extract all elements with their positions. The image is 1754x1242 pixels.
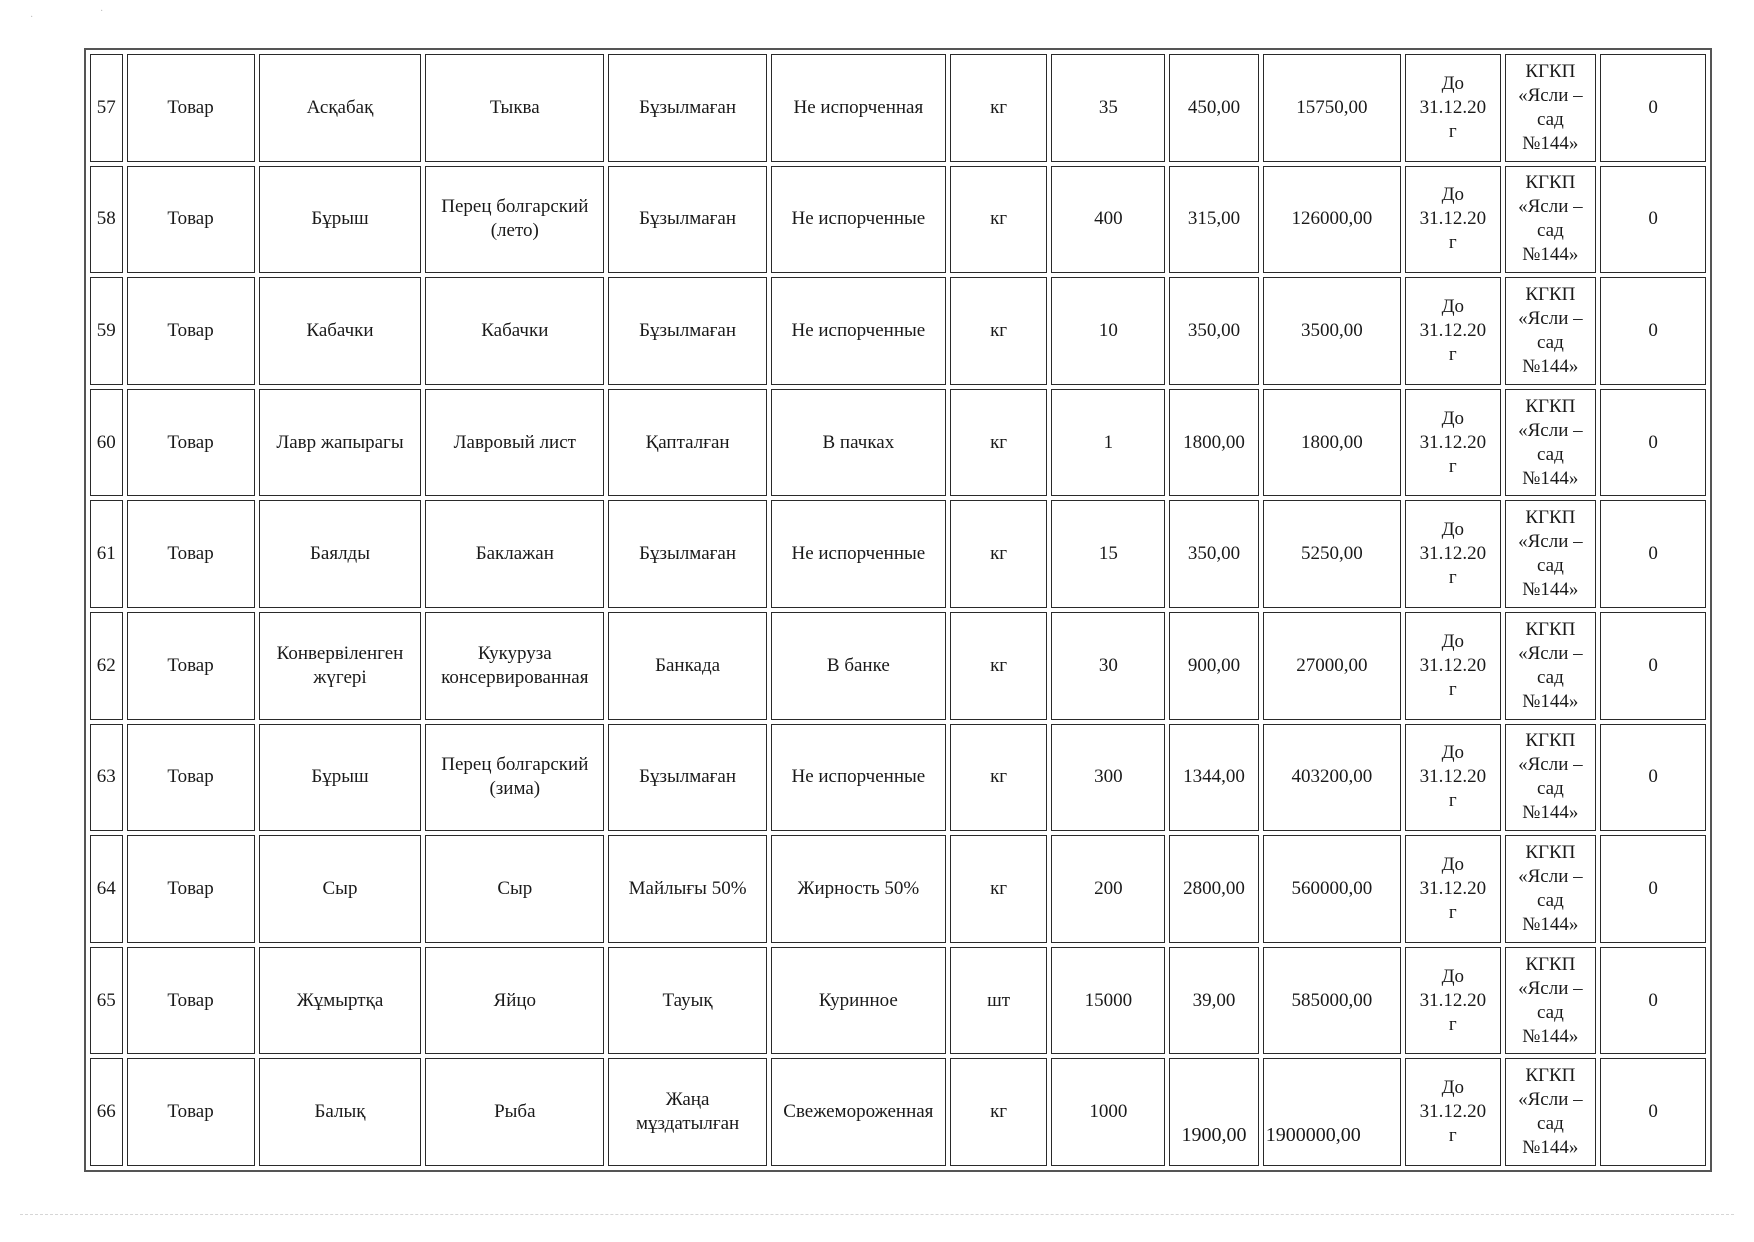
- item-name-ru-cell: Перец болгарский (лето): [425, 166, 604, 274]
- item-name-kz-cell: Лавр жапырагы: [259, 389, 422, 497]
- unit-price-cell: 1800,00: [1169, 389, 1258, 497]
- customer-name-line: сад: [1536, 666, 1564, 688]
- customer-name-cell: [1505, 724, 1597, 832]
- customer-name-line: КГКП: [1525, 507, 1576, 529]
- delivery-deadline-cell: [1405, 947, 1501, 1055]
- procurement-table: [86, 50, 1710, 1170]
- unit-price-cell: 1900,00: [1169, 1058, 1258, 1166]
- item-name-ru-cell: Тыква: [425, 54, 604, 162]
- delivery-deadline-line: До: [1441, 407, 1465, 429]
- customer-name-line: «Ясли –: [1518, 977, 1583, 999]
- table-row: [90, 724, 1706, 832]
- row-number-cell: 64: [90, 835, 123, 943]
- item-name-ru-cell: Лавровый лист: [425, 389, 604, 497]
- customer-name-line: №144»: [1522, 802, 1579, 824]
- unit-of-measure-cell: кг: [950, 612, 1048, 720]
- total-amount-cell: 15750,00: [1263, 54, 1401, 162]
- delivery-deadline-cell: [1405, 1058, 1501, 1166]
- customer-name-line: КГКП: [1525, 395, 1576, 417]
- item-description-ru-cell: Свежемороженная: [771, 1058, 946, 1166]
- item-name-kz-cell: Кабачки: [259, 277, 422, 385]
- item-kind-cell: Товар: [127, 947, 255, 1055]
- delivery-deadline-line: До: [1441, 965, 1465, 987]
- customer-name-line: КГКП: [1525, 730, 1576, 752]
- delivery-deadline-line: г: [1448, 343, 1457, 365]
- row-number-cell: 58: [90, 166, 123, 274]
- total-amount-cell: 27000,00: [1263, 612, 1401, 720]
- customer-name-line: сад: [1536, 220, 1564, 242]
- item-kind-cell: Товар: [127, 500, 255, 608]
- customer-name-line: КГКП: [1525, 618, 1576, 640]
- customer-name-line: №144»: [1522, 579, 1579, 601]
- total-amount-cell: 5250,00: [1263, 500, 1401, 608]
- customer-name-line: №144»: [1522, 1025, 1579, 1047]
- item-description-ru-cell: Жирность 50%: [771, 835, 946, 943]
- customer-name-line: «Ясли –: [1518, 531, 1583, 553]
- delivery-deadline-cell: [1405, 500, 1501, 608]
- advance-payment-cell: 0: [1600, 612, 1706, 720]
- quantity-cell: 10: [1051, 277, 1165, 385]
- delivery-deadline-line: г: [1448, 901, 1457, 923]
- item-kind-cell: Товар: [127, 724, 255, 832]
- total-amount-cell: 560000,00: [1263, 835, 1401, 943]
- delivery-deadline-line: До: [1441, 72, 1465, 94]
- customer-name-line: «Ясли –: [1518, 865, 1583, 887]
- table-row: [90, 500, 1706, 608]
- customer-name-line: КГКП: [1525, 283, 1576, 305]
- advance-payment-cell: 0: [1600, 166, 1706, 274]
- table-row: [90, 835, 1706, 943]
- advance-payment-cell: 0: [1600, 947, 1706, 1055]
- quantity-cell: 15000: [1051, 947, 1165, 1055]
- customer-name-line: сад: [1536, 1001, 1564, 1023]
- customer-name-line: «Ясли –: [1518, 1089, 1583, 1111]
- item-name-kz-cell: Сыр: [259, 835, 422, 943]
- advance-payment-cell: 0: [1600, 835, 1706, 943]
- unit-of-measure-cell: кг: [950, 500, 1048, 608]
- item-description-kz-cell: Бұзылмаған: [608, 54, 767, 162]
- row-number-cell: 66: [90, 1058, 123, 1166]
- customer-name-line: сад: [1536, 555, 1564, 577]
- item-name-ru-cell: Яйцо: [425, 947, 604, 1055]
- customer-name-line: КГКП: [1525, 172, 1576, 194]
- total-amount-cell: 126000,00: [1263, 166, 1401, 274]
- item-kind-cell: Товар: [127, 389, 255, 497]
- unit-of-measure-cell: кг: [950, 389, 1048, 497]
- delivery-deadline-line: 31.12.20: [1419, 766, 1487, 788]
- advance-payment-cell: 0: [1600, 389, 1706, 497]
- item-kind-cell: Товар: [127, 54, 255, 162]
- item-description-kz-cell: Бұзылмаған: [608, 277, 767, 385]
- item-name-ru-cell: Рыба: [425, 1058, 604, 1166]
- unit-price-cell: 315,00: [1169, 166, 1258, 274]
- unit-price-cell: 1344,00: [1169, 724, 1258, 832]
- item-description-kz-cell: Бұзылмаған: [608, 724, 767, 832]
- item-kind-cell: Товар: [127, 612, 255, 720]
- row-number-cell: 61: [90, 500, 123, 608]
- delivery-deadline-line: 31.12.20: [1419, 208, 1487, 230]
- row-number-cell: 65: [90, 947, 123, 1055]
- quantity-cell: 1: [1051, 389, 1165, 497]
- customer-name-line: КГКП: [1525, 1065, 1576, 1087]
- row-number-cell: 59: [90, 277, 123, 385]
- customer-name-line: «Ясли –: [1518, 196, 1583, 218]
- delivery-deadline-cell: [1405, 835, 1501, 943]
- item-name-kz-cell: Конвервіленген жүгері: [259, 612, 422, 720]
- delivery-deadline-cell: [1405, 389, 1501, 497]
- total-amount-cell: 3500,00: [1263, 277, 1401, 385]
- customer-name-line: сад: [1536, 331, 1564, 353]
- unit-of-measure-cell: кг: [950, 54, 1048, 162]
- delivery-deadline-line: До: [1441, 630, 1465, 652]
- item-name-kz-cell: Асқабақ: [259, 54, 422, 162]
- customer-name-line: «Ясли –: [1518, 307, 1583, 329]
- item-description-kz-cell: Қапталған: [608, 389, 767, 497]
- item-description-ru-cell: Не испорченные: [771, 724, 946, 832]
- row-number-cell: 60: [90, 389, 123, 497]
- delivery-deadline-line: До: [1441, 519, 1465, 541]
- unit-of-measure-cell: шт: [950, 947, 1048, 1055]
- delivery-deadline-line: 31.12.20: [1419, 431, 1487, 453]
- item-description-ru-cell: Не испорченные: [771, 500, 946, 608]
- item-description-ru-cell: В пачках: [771, 389, 946, 497]
- total-amount-cell: 1800,00: [1263, 389, 1401, 497]
- item-kind-cell: Товар: [127, 835, 255, 943]
- procurement-table-frame: [84, 48, 1712, 1172]
- item-kind-cell: Товар: [127, 1058, 255, 1166]
- quantity-cell: 1000: [1051, 1058, 1165, 1166]
- item-name-kz-cell: Бұрыш: [259, 166, 422, 274]
- table-row: [90, 1058, 1706, 1166]
- customer-name-line: «Ясли –: [1518, 754, 1583, 776]
- delivery-deadline-line: г: [1448, 120, 1457, 142]
- table-row: [90, 612, 1706, 720]
- delivery-deadline-cell: [1405, 277, 1501, 385]
- delivery-deadline-line: г: [1448, 1013, 1457, 1035]
- customer-name-line: КГКП: [1525, 953, 1576, 975]
- delivery-deadline-line: До: [1441, 184, 1465, 206]
- table-row: [90, 947, 1706, 1055]
- customer-name-cell: [1505, 1058, 1597, 1166]
- quantity-cell: 400: [1051, 166, 1165, 274]
- customer-name-cell: [1505, 947, 1597, 1055]
- customer-name-line: сад: [1536, 778, 1564, 800]
- unit-price-cell: 450,00: [1169, 54, 1258, 162]
- customer-name-line: №144»: [1522, 690, 1579, 712]
- item-description-ru-cell: Не испорченные: [771, 166, 946, 274]
- delivery-deadline-line: г: [1448, 1125, 1457, 1147]
- table-row: [90, 166, 1706, 274]
- item-name-kz-cell: Баялды: [259, 500, 422, 608]
- table-row: [90, 277, 1706, 385]
- item-kind-cell: Товар: [127, 166, 255, 274]
- quantity-cell: 300: [1051, 724, 1165, 832]
- advance-payment-cell: 0: [1600, 500, 1706, 608]
- customer-name-line: «Ясли –: [1518, 642, 1583, 664]
- item-description-kz-cell: Бұзылмаған: [608, 166, 767, 274]
- item-name-ru-cell: Баклажан: [425, 500, 604, 608]
- customer-name-cell: [1505, 612, 1597, 720]
- delivery-deadline-line: До: [1441, 742, 1465, 764]
- unit-price-cell: 2800,00: [1169, 835, 1258, 943]
- item-description-ru-cell: Не испорченные: [771, 277, 946, 385]
- item-name-kz-cell: Жұмыртқа: [259, 947, 422, 1055]
- customer-name-line: КГКП: [1525, 841, 1576, 863]
- customer-name-line: сад: [1536, 443, 1564, 465]
- unit-of-measure-cell: кг: [950, 1058, 1048, 1166]
- scan-speck: ·: [30, 12, 34, 23]
- unit-of-measure-cell: кг: [950, 724, 1048, 832]
- customer-name-cell: [1505, 389, 1597, 497]
- delivery-deadline-cell: [1405, 54, 1501, 162]
- unit-of-measure-cell: кг: [950, 277, 1048, 385]
- table-body: [90, 54, 1706, 1166]
- advance-payment-cell: 0: [1600, 1058, 1706, 1166]
- customer-name-cell: [1505, 166, 1597, 274]
- customer-name-cell: [1505, 835, 1597, 943]
- advance-payment-cell: 0: [1600, 277, 1706, 385]
- unit-price-cell: 350,00: [1169, 277, 1258, 385]
- scan-edge: [20, 1214, 1734, 1215]
- advance-payment-cell: 0: [1600, 724, 1706, 832]
- customer-name-line: сад: [1536, 108, 1564, 130]
- table-row: [90, 389, 1706, 497]
- item-description-kz-cell: Банкада: [608, 612, 767, 720]
- quantity-cell: 35: [1051, 54, 1165, 162]
- delivery-deadline-line: 31.12.20: [1419, 1101, 1487, 1123]
- delivery-deadline-cell: [1405, 612, 1501, 720]
- item-description-kz-cell: Тауық: [608, 947, 767, 1055]
- delivery-deadline-line: 31.12.20: [1419, 319, 1487, 341]
- delivery-deadline-line: 31.12.20: [1419, 654, 1487, 676]
- item-name-ru-cell: Кабачки: [425, 277, 604, 385]
- scan-speck: ·: [100, 6, 104, 17]
- item-name-ru-cell: Сыр: [425, 835, 604, 943]
- item-description-kz-cell: Жаңа мұздатылған: [608, 1058, 767, 1166]
- row-number-cell: 62: [90, 612, 123, 720]
- delivery-deadline-line: 31.12.20: [1419, 877, 1487, 899]
- delivery-deadline-line: г: [1448, 678, 1457, 700]
- unit-of-measure-cell: кг: [950, 835, 1048, 943]
- item-name-ru-cell: Кукуруза консервированная: [425, 612, 604, 720]
- item-description-ru-cell: Не испорченная: [771, 54, 946, 162]
- delivery-deadline-line: 31.12.20: [1419, 543, 1487, 565]
- quantity-cell: 200: [1051, 835, 1165, 943]
- customer-name-line: КГКП: [1525, 60, 1576, 82]
- table-row: [90, 54, 1706, 162]
- customer-name-cell: [1505, 500, 1597, 608]
- delivery-deadline-line: 31.12.20: [1419, 96, 1487, 118]
- quantity-cell: 30: [1051, 612, 1165, 720]
- delivery-deadline-line: До: [1441, 295, 1465, 317]
- delivery-deadline-line: г: [1448, 232, 1457, 254]
- row-number-cell: 63: [90, 724, 123, 832]
- delivery-deadline-cell: [1405, 166, 1501, 274]
- customer-name-line: «Ясли –: [1518, 419, 1583, 441]
- total-amount-cell: 585000,00: [1263, 947, 1401, 1055]
- delivery-deadline-cell: [1405, 724, 1501, 832]
- delivery-deadline-line: г: [1448, 790, 1457, 812]
- customer-name-line: «Ясли –: [1518, 84, 1583, 106]
- customer-name-line: №144»: [1522, 355, 1579, 377]
- total-amount-cell: 403200,00: [1263, 724, 1401, 832]
- item-name-ru-cell: Перец болгарский (зима): [425, 724, 604, 832]
- customer-name-line: №144»: [1522, 244, 1579, 266]
- customer-name-line: №144»: [1522, 913, 1579, 935]
- customer-name-line: сад: [1536, 1113, 1564, 1135]
- unit-of-measure-cell: кг: [950, 166, 1048, 274]
- row-number-cell: 57: [90, 54, 123, 162]
- unit-price-cell: 39,00: [1169, 947, 1258, 1055]
- item-kind-cell: Товар: [127, 277, 255, 385]
- item-name-kz-cell: Бұрыш: [259, 724, 422, 832]
- item-description-kz-cell: Бұзылмаған: [608, 500, 767, 608]
- item-description-ru-cell: Куринное: [771, 947, 946, 1055]
- item-description-kz-cell: Майлығы 50%: [608, 835, 767, 943]
- customer-name-line: №144»: [1522, 1137, 1579, 1159]
- delivery-deadline-line: г: [1448, 455, 1457, 477]
- delivery-deadline-line: До: [1441, 853, 1465, 875]
- advance-payment-cell: 0: [1600, 54, 1706, 162]
- delivery-deadline-line: г: [1448, 567, 1457, 589]
- unit-price-cell: 900,00: [1169, 612, 1258, 720]
- customer-name-cell: [1505, 277, 1597, 385]
- item-name-kz-cell: Балық: [259, 1058, 422, 1166]
- customer-name-cell: [1505, 54, 1597, 162]
- customer-name-line: №144»: [1522, 467, 1579, 489]
- quantity-cell: 15: [1051, 500, 1165, 608]
- delivery-deadline-line: 31.12.20: [1419, 989, 1487, 1011]
- total-amount-cell: 1900000,00: [1263, 1058, 1401, 1166]
- customer-name-line: сад: [1536, 889, 1564, 911]
- item-description-ru-cell: В банке: [771, 612, 946, 720]
- delivery-deadline-line: До: [1441, 1077, 1465, 1099]
- unit-price-cell: 350,00: [1169, 500, 1258, 608]
- customer-name-line: №144»: [1522, 132, 1579, 154]
